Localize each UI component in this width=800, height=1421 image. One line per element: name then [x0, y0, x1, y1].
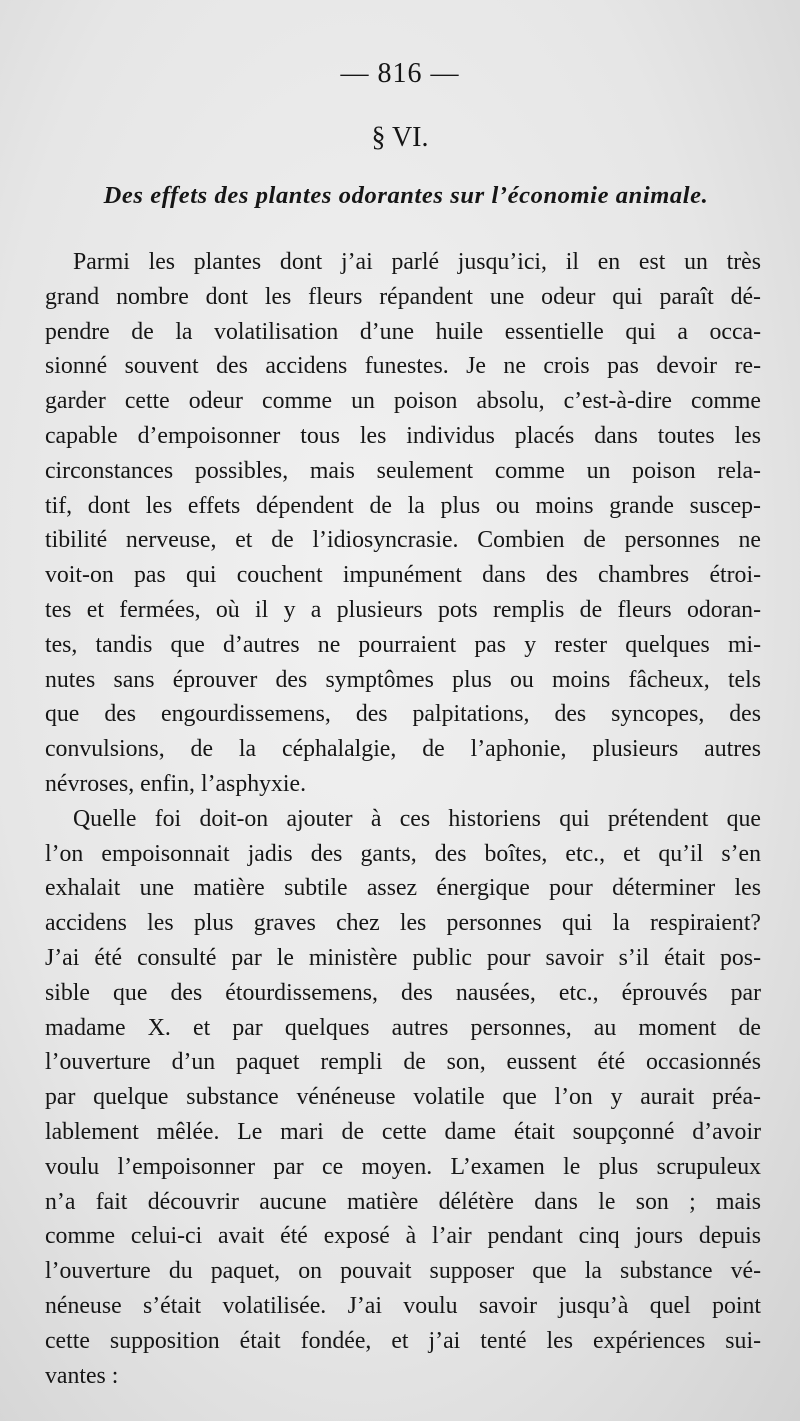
- text-line: comme celui-ci avait été exposé à l’air pendant cinq jours depuis: [45, 1223, 761, 1250]
- text-line: convulsions, de la céphalalgie, de l’aphonie, plusieurs autres: [45, 736, 761, 763]
- text-line: Quelle foi doit-on ajouter à ces historiens qui prétendent que: [73, 805, 761, 832]
- text-line: sionné souvent des accidens funestes. Je ne crois pas devoir re-: [45, 353, 761, 380]
- text-line: tes et fermées, où il y a plusieurs pots remplis de fleurs odoran-: [45, 596, 761, 623]
- text-line: n’a fait découvrir aucune matière délétère dans le son ; mais: [45, 1188, 761, 1215]
- text-line: circonstances possibles, mais seulement comme un poison rela-: [45, 457, 761, 484]
- paragraph-1: [45, 245, 761, 802]
- text-line: que des engourdissemens, des palpitations, des syncopes, des: [45, 701, 761, 728]
- text-line: capable d’empoisonner tous les individus placés dans toutes les: [45, 422, 761, 449]
- paragraph-2: [45, 802, 761, 1394]
- text-line: cette supposition était fondée, et j’ai tenté les expériences sui-: [45, 1327, 761, 1354]
- text-line: grand nombre dont les fleurs répandent une odeur qui paraît dé-: [45, 283, 761, 310]
- text-line: Parmi les plantes dont j’ai parlé jusqu’ici, il en est un très: [73, 249, 761, 275]
- text-line: voulu l’empoisonner par ce moyen. L’examen le plus scrupuleux: [45, 1153, 761, 1180]
- text-line: tif, dont les effets dépendent de la plus ou moins grande suscep-: [45, 492, 761, 519]
- text-line: exhalait une matière subtile assez énergique pour déterminer les: [45, 875, 761, 902]
- text-line: pendre de la volatilisation d’une huile essentielle qui a occa-: [45, 318, 761, 345]
- text-line: sible que des étourdissemens, des nausées, etc., éprouvés par: [45, 979, 761, 1006]
- text-line: l’ouverture du paquet, on pouvait supposer que la substance vé-: [45, 1258, 761, 1285]
- text-line: voit-on pas qui couchent impunément dans des chambres étroi-: [45, 562, 761, 589]
- text-line: l’on empoisonnait jadis des gants, des boîtes, etc., et qu’il s’en: [45, 840, 761, 867]
- text-line: madame X. et par quelques autres personnes, au moment de: [45, 1014, 761, 1041]
- text-line: néneuse s’était volatilisée. J’ai voulu savoir jusqu’à quel point: [45, 1292, 761, 1319]
- section-title: Des effets des plantes odorantes sur l’économie animale.: [103, 182, 709, 209]
- text-line: par quelque substance vénéneuse volatile que l’on y aurait préa-: [45, 1084, 761, 1111]
- text-line: tes, tandis que d’autres ne pourraient pas y rester quelques mi-: [45, 631, 761, 658]
- text-line: nutes sans éprouver des symptômes plus ou moins fâcheux, tels: [45, 666, 761, 693]
- text-line: lablement mêlée. Le mari de cette dame était soupçonné d’avoir: [45, 1118, 761, 1145]
- text-line: vantes :: [45, 1362, 119, 1389]
- body-text: [45, 245, 761, 1393]
- text-line: garder cette odeur comme un poison absolu, c’est-à-dire comme: [45, 388, 761, 415]
- text-line: névroses, enfin, l’asphyxie.: [45, 770, 307, 797]
- page-number: — 816 —: [340, 58, 460, 89]
- text-line: accidens les plus graves chez les personnes qui la respiraient?: [45, 910, 761, 937]
- text-line: J’ai été consulté par le ministère public pour savoir s’il était pos-: [45, 944, 761, 971]
- text-line: tibilité nerveuse, et de l’idiosyncrasie. Combien de personnes ne: [45, 527, 761, 554]
- section-mark: § VI.: [371, 122, 429, 153]
- text-line: l’ouverture d’un paquet rempli de son, eussent été occasionnés: [45, 1049, 761, 1076]
